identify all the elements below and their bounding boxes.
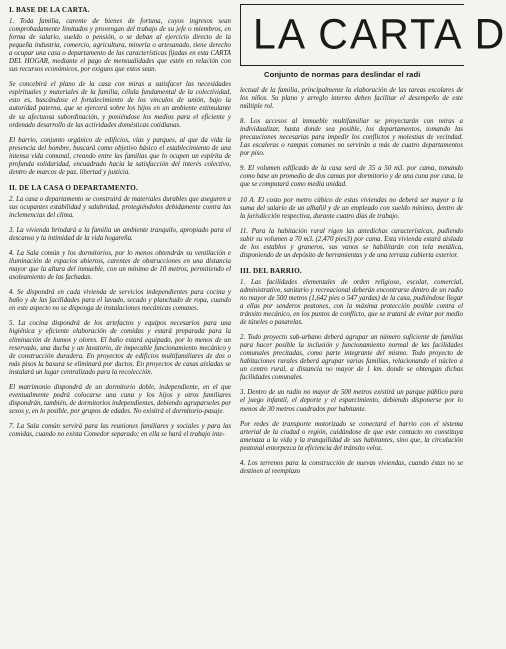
paragraph: 3. La vivienda brindará a la familia un ambiente tranquilo, apropiado para el descanso y la intimidad de la vida hogareña. xyxy=(9,226,231,243)
paragraph: 4. La Sala común y los dormitorios, por lo menos obtendrán su ventilación e iluminación de espacios abiertos, carentes de obstrucciones en una distancia mayor que la altura del inmueble, con un mínimo de 10 metros, permitiendo el asoleamiento de las fachadas. xyxy=(9,250,231,282)
paragraph: El matrimonio dispondrá de un dormitorio doble, independiente, en el que eventualmente podrá colocarse una cuna y los hijos y otros familiares dispondrán, también, de dormitorios independientes, debiendo agruparseles por sexos y, en lo posible, por grupos de edades. No existirá el dormitorio-pasaje. xyxy=(9,383,232,415)
paragraph: 2. La casa o departamento se construirá de materiales durables que aseguren a sus ocupantes estabilidad y salubridad, protegiéndolos debidamente contra las inclemencias del clima. xyxy=(9,195,231,219)
paragraph: 9. El volumen edificado de la casa será de 35 a 50 m3. por cama, tomando como base un promedio de dos camas por dormitorio y de una cuna por casa, la que se computará como media unidad. xyxy=(240,165,463,189)
right-column xyxy=(240,4,506,644)
paragraph: 4. Se dispondrá en cada vivienda de servicios independientes para cocina y baño y de las facilidades para el lavado, secado y planchado de ropa, cuando en este aspecto no se disponga de instalaciones mecánicas comunes. xyxy=(9,289,231,313)
paragraph: 8. Los accesos al inmueble multifamiliar se proyectarán con miras a individualizar, hasta donde sea posible, los departamentos, tomando las precauciones necesarias para impedir los conflictos y molestias de vecindad. Las escaleras o rampas comunes no servirán a más de cuatro departamentos por piso. xyxy=(240,118,463,158)
paragraph: lectual de la familia, principalmente la elaboración de las tareas escolares de los niños. Su plano y arreglo interno deben facilitar el desempeño de este múltiple rol. xyxy=(240,87,463,111)
paragraph: Se concebirá el plano de la casa con miras a satisfacer las necesidades espirituales y materiales de la familia, célula fundamental de la colectividad, esto es, buscándose el fortalecimiento de los vínculos de unión, bajo la autoridad paterna, que se ejercerá sobre los hijos en un ambiente estimulante de su afectuosa subordinación, y poniéndose los medios para el eficiente y ordenado desarrollo de las actividades domésticas cotidianas. xyxy=(9,81,231,129)
paragraph: 10 A. El costo por metro cúbico de estas viviendas no deberá ser mayor a la suma del salario de un albañil y de un empleado con sueldo mínimo, dentro de la jurisdicción respectiva, durante cuatro días de trabajo. xyxy=(240,196,463,220)
paragraph: 4. Los terrenos para la construcción de nuevas viviendas, cuando éstas no se destinen al reemplazo xyxy=(240,459,463,475)
section-heading-barrio: III. DEL BARRIO. xyxy=(240,266,302,275)
paragraph: 2. Todo proyecto sub-urbano deberá agrupar un número suficiente de familias para hacer posible la inclusión y funcionamiento normal de las facilidades comunales precitadas, como parte integrante del mismo. Todo proyecto de habitaciones rurales deberá agrupar varias familias, relacionando el núcleo a un centro rural, a distancia no mayor de 1 km. donde se obtengan dichas facilidades comunales. xyxy=(240,334,463,382)
section-heading-base: I. BASE DE LA CARTA. xyxy=(9,6,90,14)
document-subtitle: Conjunto de normas para deslindar el radi xyxy=(264,70,421,79)
section-heading-casa: II. DE LA CASA O DEPARTAMENTO. xyxy=(9,183,138,192)
paragraph: 7. La Sala común servirá para las reuniones familiares y sociales y para las comidas, cuando no exista Comedor separado; en ella se hará el trabajo inte- xyxy=(9,422,231,438)
paragraph: 5. La cocina dispondrá de los artefactos y equipos necesarios para una higiénica y eficiente elaboración de comidas y estará preparada para la eliminación de humos y olores. El baño estará equipado, por lo menos de un reservado, una ducha y un lavatorio, de impecable funcionamiento mecánico y de construcción duradera. En proyectos de edificios multifamiliares de dos o más pisos la basura se eliminará por ductos. En proyectos de casas aisladas se instalará un lugar centralizado para la recolección. xyxy=(9,320,231,376)
title-banner xyxy=(240,4,506,66)
paragraph: 1. Las facilidades elementales de orden religioso, escolar, comercial, administrativo, sanitario y recreacional deberán encontrarse dentro de un radio no mayor de 500 metros (1,642 pies o 547 yardas) de la casa, pudiéndose llegar a ellas por senderos peatones, con la máxima protección posible contra el tránsito mecánico, en los puntos de conflicto, que se tratará de evitar por medio de túneles o pasarelas. xyxy=(240,278,463,327)
paragraph: El barrio, conjunto orgánico de edificios, vías y parques, al que da vida la presencia del hombre, buscará como objetivo básico el establecimiento de una intensa vida comunal, creando entre las familias que lo ocupen un espíritu de profunda solidaridad, encuadrado hacia la satisfacción del interés colectivo, dentro de marcos de paz, libertad y justicia. xyxy=(9,136,231,176)
paragraph: 3. Dentro de un radio no mayor de 500 metros existirá un parque público para el juego infantil, el deporte y el esparcimiento, debiendo disponerse por lo menos de 30 metros cuadrados por habitante. xyxy=(240,389,463,413)
paragraph: Por redes de transporte motorizado se conectará el barrio con el sistema arterial de la ciudad o región, cuidándose de que este contacto no constituya amenaza a la vida y la tranquilidad de sus habitantes, sino que, la circulación peatonal entorpezca la eficiencia del tránsito veloz. xyxy=(240,420,463,452)
paragraph: 1. Toda familia, carente de bienes de fortuna, cuyos ingresos sean comprobadamente limitados y provengan del trabajo de su jefe o miembros, en forma de salario, sueldo o pensión, o se deban al ejercicio directo de la pequeña industria, comercio, agricultura, minería o artesanado, tiene derecho a ocupar una casa o departamento de las características fijadas en esta CARTA DEL HOGAR, mediante el pago de mensualidades que estén en relación con sus recursos económicos, por exiguos que estos sean. xyxy=(9,18,231,74)
paragraph: 11. Para la habitación rural rigen las antedichas características, pudiendo subir su volumen a 70 m3. (2,470 pies3) por cama. Esta vivienda estará aislada de los establos y graneros, sus vanos se habilitarán con tela metálica, disponiendo de un depósito de herramientas y de una terraza cubierta exterior. xyxy=(240,227,463,259)
document-title: LA CARTA D xyxy=(253,9,506,59)
left-column xyxy=(9,4,231,644)
